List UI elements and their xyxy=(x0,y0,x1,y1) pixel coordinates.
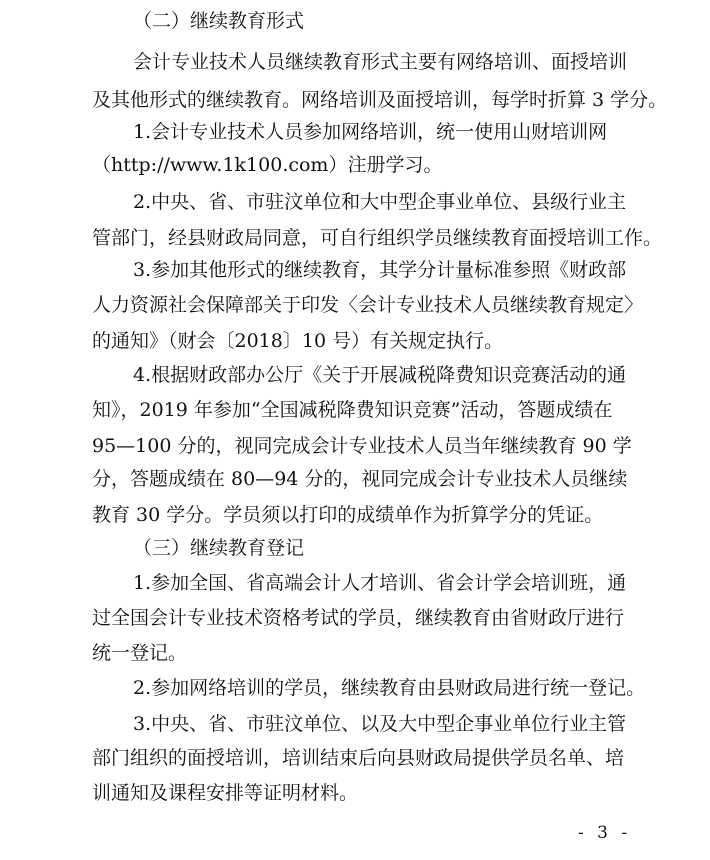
paragraph-line: 的通知》（财会〔2018〕10 号）有关规定执行。 xyxy=(92,330,504,352)
paragraph-line: 过全国会计专业技术资格考试的学员，继续教育由省财政厅进行 xyxy=(92,607,625,629)
paragraph-line: 部门组织的面授培训，培训结束后向县财政局提供学员名单、培 xyxy=(92,747,625,769)
paragraph-line: 3.参加其他形式的继续教育，其学分计量标准参照《财政部 xyxy=(133,259,627,281)
paragraph-line: 分，答题成绩在 80—94 分的，视同完成会计专业技术人员继续 xyxy=(92,468,628,490)
paragraph-line: 教育 30 学分。学员须以打印的成绩单作为折算学分的凭证。 xyxy=(92,504,604,526)
paragraph-line: 知》，2019 年参加“全国减税降费知识竞赛”活动，答题成绩在 xyxy=(92,399,613,421)
page-number: - 3 - xyxy=(578,823,632,843)
paragraph-line: 及其他形式的继续教育。网络培训及面授培训，每学时折算 3 学分。 xyxy=(92,89,668,111)
paragraph-line: 3.中央、省、市驻汶单位、以及大中型企事业单位行业主管 xyxy=(133,713,627,735)
paragraph-line: 2.参加网络培训的学员，继续教育由县财政局进行统一登记。 xyxy=(133,677,646,699)
paragraph-line: 人力资源社会保障部关于印发〈会计专业技术人员继续教育规定〉 xyxy=(92,294,644,316)
paragraph-line: 训通知及课程安排等证明材料。 xyxy=(92,782,359,804)
paragraph-line: （http://www.1k100.com）注册学习。 xyxy=(92,154,443,176)
paragraph-line: 1.参加全国、省高端会计人才培训、省会计学会培训班，通 xyxy=(133,572,627,594)
paragraph-line: 会计专业技术人员继续教育形式主要有网络培训、面授培训 xyxy=(133,51,628,73)
section-heading-registration: （三）继续教育登记 xyxy=(133,537,305,559)
paragraph-line: 1.会计专业技术人员参加网络培训，统一使用山财培训网 xyxy=(133,121,608,143)
paragraph-line: 管部门，经县财政局同意，可自行组织学员继续教育面授培训工作。 xyxy=(92,227,663,249)
section-heading-forms: （二）继续教育形式 xyxy=(133,10,305,32)
paragraph-line: 2.中央、省、市驻汶单位和大中型企事业单位、县级行业主 xyxy=(133,191,627,213)
paragraph-line: 统一登记。 xyxy=(92,642,188,664)
paragraph-line: 4.根据财政部办公厅《关于开展减税降费知识竞赛活动的通 xyxy=(133,364,627,386)
paragraph-line: 95—100 分的，视同完成会计专业技术人员当年继续教育 90 学 xyxy=(92,435,632,457)
